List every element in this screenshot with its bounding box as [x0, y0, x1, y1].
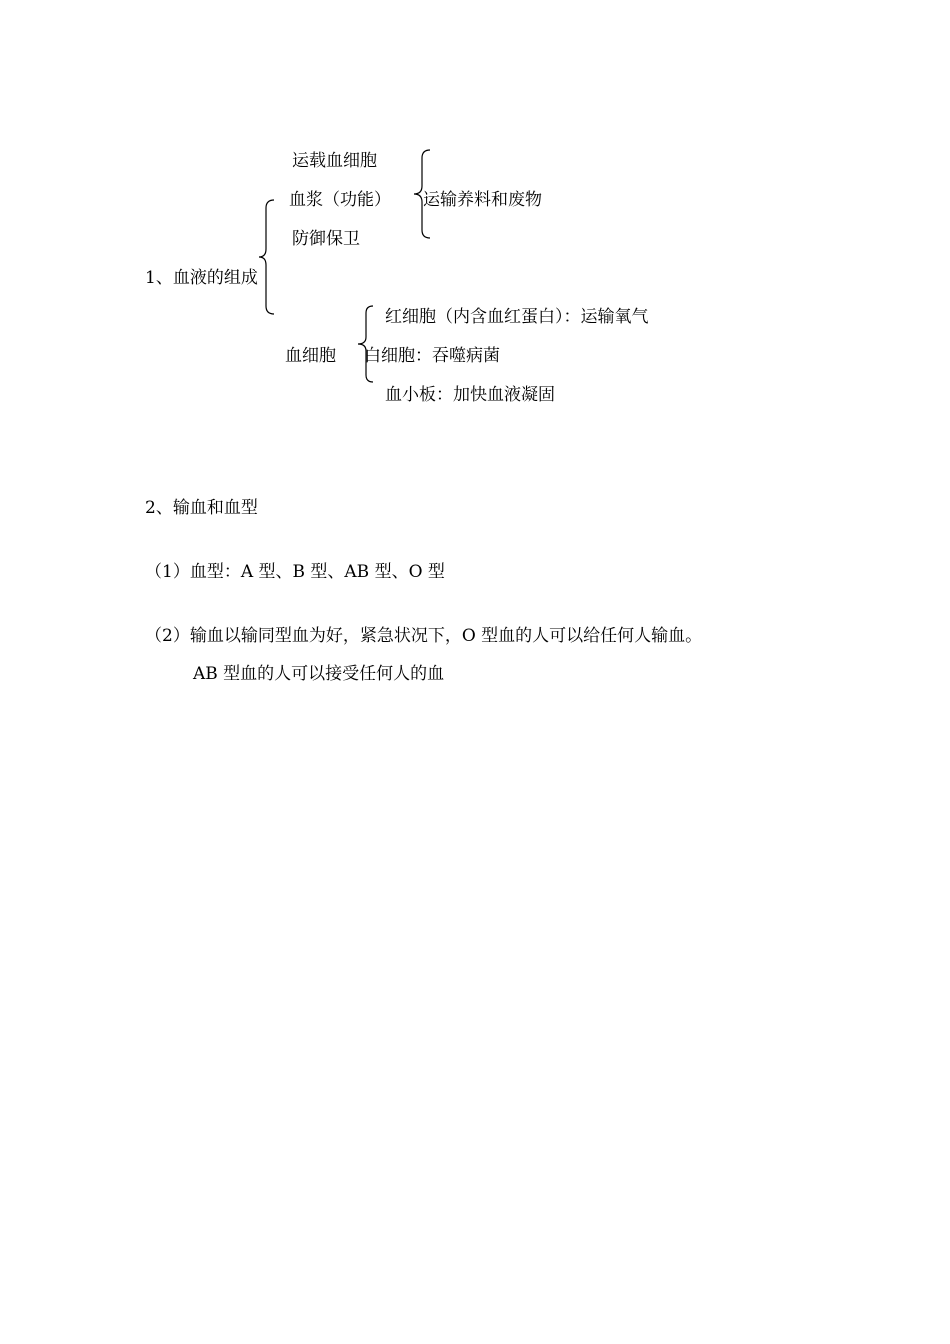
- blood-composition-brace: [258, 198, 278, 316]
- transfusion-rule-line-2: AB 型血的人可以接受任何人的血: [193, 664, 445, 684]
- section-1-title: 1、血液的组成: [145, 268, 258, 288]
- platelet-text: 血小板：加快血液凝固: [385, 385, 555, 405]
- plasma-function-defense: 防御保卫: [292, 229, 360, 249]
- blood-cells-brace: [355, 304, 377, 384]
- plasma-label: 血浆（功能）: [289, 190, 391, 210]
- section-2-title: 2、输血和血型: [145, 498, 258, 518]
- plasma-function-brace: [412, 148, 434, 240]
- transfusion-rule-line-1: （2）输血以输同型血为好，紧急状况下，O 型血的人可以给任何人输血。: [145, 626, 703, 646]
- blood-types-item: （1）血型：A 型、B 型、AB 型、O 型: [145, 562, 445, 582]
- plasma-function-transport-cells: 运载血细胞: [292, 151, 377, 171]
- red-blood-cell-text: 红细胞（内含血红蛋白）：运输氧气: [385, 307, 649, 327]
- blood-cells-label: 血细胞: [285, 346, 336, 366]
- white-blood-cell-text: 白细胞：吞噬病菌: [364, 346, 500, 366]
- plasma-function-transport-nutrients: 运输养料和废物: [423, 190, 542, 210]
